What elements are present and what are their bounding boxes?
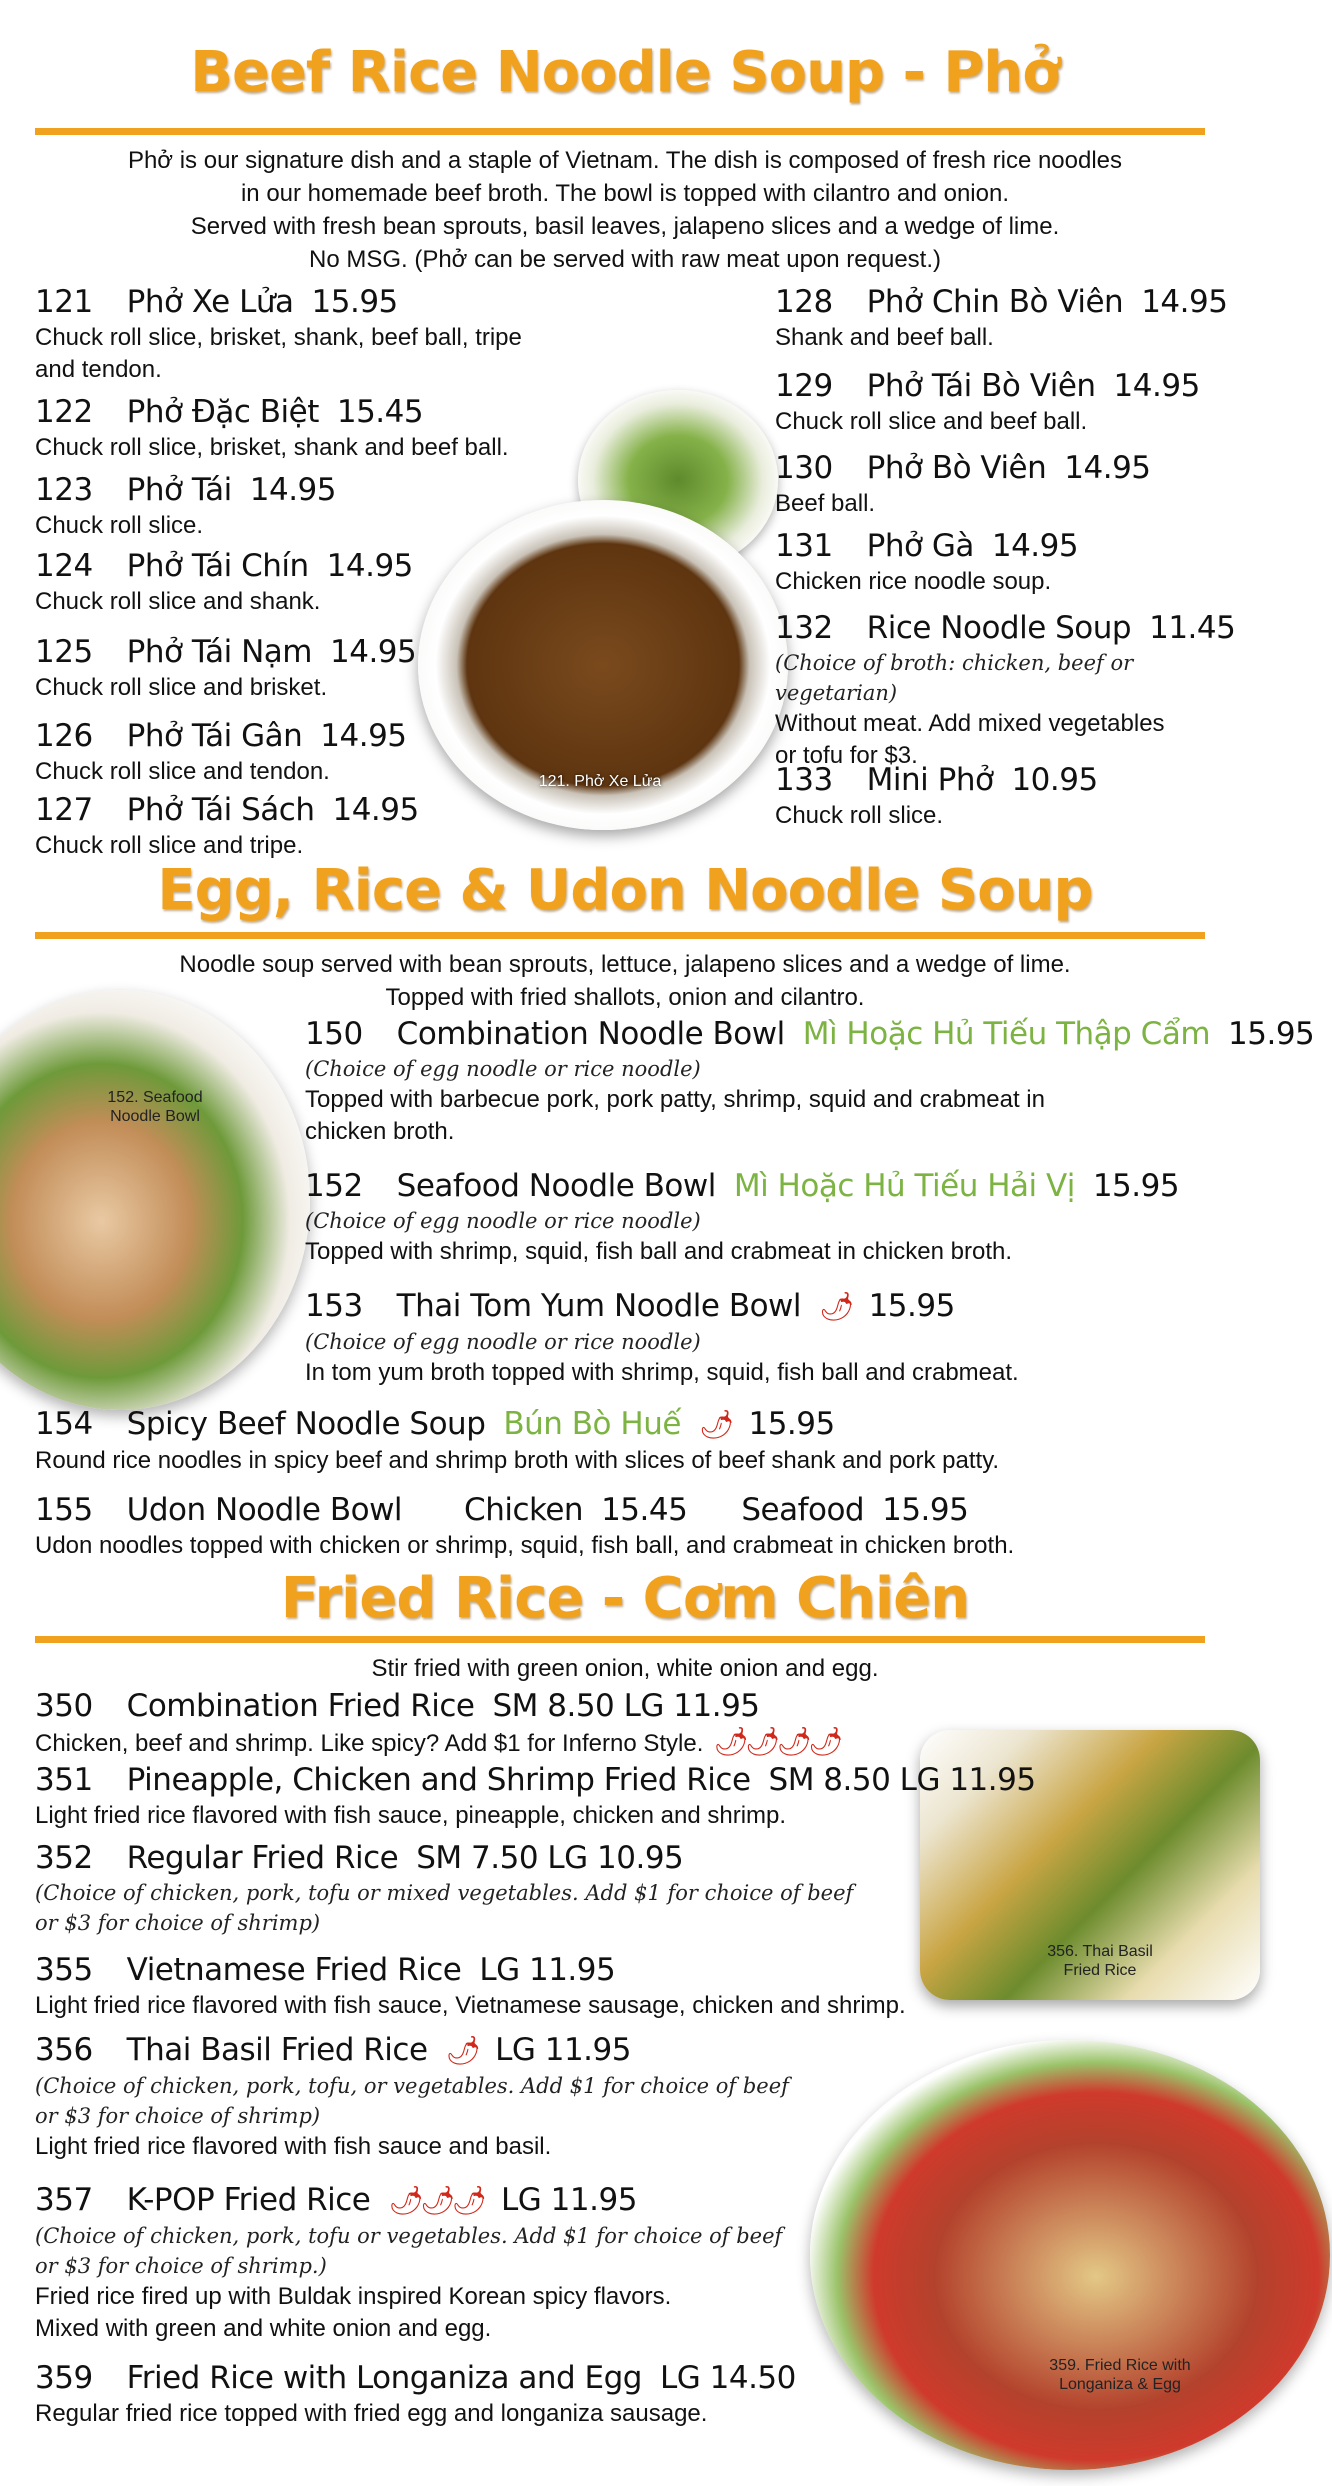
- item-price: LG 11.95: [479, 1952, 616, 1988]
- intro-line: in our homemade beef broth. The bowl is topped with cilantro and onion.: [240, 180, 1010, 207]
- section-divider: [35, 128, 1205, 135]
- note-line: (Choice of egg noodle or rice noodle): [305, 1330, 701, 1354]
- item-price: SM 7.50 LG 10.95: [416, 1840, 684, 1876]
- menu-item-150: [305, 1014, 1315, 1148]
- item-number: 155: [35, 1492, 93, 1528]
- item-description: chicken broth.: [305, 1118, 455, 1145]
- item-price: 15.45: [336, 394, 424, 430]
- item-number: 153: [305, 1288, 363, 1324]
- item-price: 11.45: [1149, 610, 1236, 646]
- menu-item-127: [35, 790, 595, 862]
- note-line: or $3 for choice of shrimp): [35, 1911, 321, 1935]
- item-number: 126: [35, 718, 93, 754]
- item-name: Combination Noodle Bowl: [396, 1016, 785, 1052]
- item-heading: [35, 716, 595, 756]
- item-number: 352: [35, 1840, 93, 1876]
- menu-item-357: [35, 2180, 1035, 2345]
- item-name: Phở Tái Nạm: [126, 634, 312, 670]
- item-name: Vietnamese Fried Rice: [126, 1952, 462, 1988]
- menu-item-132: [775, 608, 1245, 772]
- item-number: 122: [35, 394, 93, 430]
- item-number: 125: [35, 634, 93, 670]
- item-description: Shank and beef ball.: [775, 324, 994, 351]
- item-number: 133: [775, 762, 833, 798]
- item-heading: [35, 1686, 1035, 1726]
- item-vietnamese-name: Mì Hoặc Hủ Tiếu Thập Cẩm: [802, 1016, 1211, 1052]
- menu-item-125: [35, 632, 595, 704]
- menu-item-130: [775, 448, 1245, 520]
- chili-pepper-icon: 🌶: [819, 1290, 851, 1323]
- item-name: Pineapple, Chicken and Shrimp Fried Rice: [126, 1762, 751, 1798]
- item-price: 14.95: [332, 792, 419, 828]
- item-price: 15.95: [1228, 1016, 1315, 1052]
- seafood-bowl-photo: [0, 990, 310, 1410]
- item-number: 130: [775, 450, 833, 486]
- chili-pepper-icon: 🌶: [698, 1408, 731, 1441]
- item-description: Regular fried rice topped with fried egg and longaniza sausage.: [35, 2400, 708, 2427]
- note-line: or $3 for choice of shrimp.): [35, 2254, 327, 2278]
- item-number: 359: [35, 2360, 93, 2396]
- item-vietnamese-name: Mì Hoặc Hủ Tiếu Hải Vị: [733, 1168, 1075, 1204]
- section-title-noodle: Egg, Rice & Udon Noodle Soup: [157, 858, 1093, 923]
- item-description: In tom yum broth topped with shrimp, squid, fish ball and crabmeat.: [305, 1359, 1019, 1386]
- intro-line: Noodle soup served with bean sprouts, lettuce, jalapeno slices and a wedge of lime.: [179, 951, 1071, 978]
- chili-pepper-icon: 🌶: [445, 2034, 478, 2067]
- item-description: Chicken rice noodle soup.: [775, 568, 1052, 595]
- rice-intro: Stir fried with green onion, white onion and egg.: [371, 1655, 879, 1682]
- menu-item-356: [35, 2030, 1035, 2163]
- menu-item-121: [35, 282, 595, 386]
- menu-item-129: [775, 366, 1245, 438]
- item-description: Round rice noodles in spicy beef and shrimp broth with slices of beef shank and pork patty.: [35, 1447, 1000, 1474]
- item-number: 150: [305, 1016, 363, 1052]
- menu-item-126: [35, 716, 595, 788]
- item-heading: [305, 1166, 1225, 1206]
- item-name: Phở Đặc Biệt: [126, 394, 319, 430]
- photo-caption: 356. Thai Basil Fried Rice: [1047, 1943, 1153, 1979]
- item-name: Phở Tái Bò Viên: [866, 368, 1096, 404]
- item-description: Chuck roll slice.: [775, 802, 944, 829]
- item-heading: [775, 760, 1245, 800]
- item-description: Topped with shrimp, squid, fish ball and crabmeat in chicken broth.: [305, 1238, 1013, 1265]
- section-title-pho: Beef Rice Noodle Soup - Phở: [190, 40, 1060, 105]
- intro-line: Topped with fried shallots, onion and cilantro.: [385, 984, 865, 1011]
- item-option: Chicken: [464, 1492, 584, 1528]
- menu-item-359: [35, 2358, 1035, 2430]
- pho-intro: [20, 144, 1230, 276]
- item-choice-note: [35, 2221, 1035, 2281]
- item-price: 15.45: [601, 1492, 688, 1528]
- item-name: Phở Tái Chín: [126, 548, 309, 584]
- intro-line: Served with fresh bean sprouts, basil leaves, jalapeno slices and a wedge of lime.: [190, 213, 1060, 240]
- photo-caption: 359. Fried Rice with Longaniza & Egg: [1049, 2357, 1191, 2393]
- item-price: 14.95: [249, 472, 336, 508]
- photo-caption: 121. Phở Xe Lửa: [538, 773, 662, 790]
- item-price: LG 14.50: [659, 2360, 796, 2396]
- item-number: 154: [35, 1406, 93, 1442]
- item-number: 355: [35, 1952, 93, 1988]
- item-choice-note: [775, 648, 1245, 708]
- item-description: Without meat. Add mixed vegetables: [775, 710, 1165, 737]
- item-description: Mixed with green and white onion and egg.: [35, 2315, 492, 2342]
- chili-pepper-icon: 🌶🌶🌶🌶: [713, 1726, 840, 1757]
- menu-item-351: [35, 1760, 1035, 1832]
- noodle-intro: [20, 948, 1230, 1014]
- item-name: Phở Tái: [126, 472, 232, 508]
- section-divider: [35, 932, 1205, 939]
- item-name: Combination Fried Rice: [126, 1688, 475, 1724]
- menu-item-350: [35, 1686, 1035, 1760]
- item-price: 15.95: [1092, 1168, 1180, 1204]
- menu-item-131: [775, 526, 1245, 598]
- item-description: Fried rice fired up with Buldak inspired Korean spicy flavors.: [35, 2283, 672, 2310]
- item-price: 15.95: [311, 284, 398, 320]
- item-option: Seafood: [741, 1492, 865, 1528]
- item-number: 128: [775, 284, 833, 320]
- note-line: (Choice of chicken, pork, tofu or mixed vegetables. Add $1 for choice of beef: [35, 1881, 854, 1905]
- item-number: 152: [305, 1168, 363, 1204]
- item-description: Chuck roll slice and shank.: [35, 588, 321, 615]
- menu-item-128: [775, 282, 1245, 354]
- item-price: 14.95: [1113, 368, 1200, 404]
- item-price: 14.95: [330, 634, 417, 670]
- item-number: 121: [35, 284, 93, 320]
- item-description: Light fried rice flavored with fish sauce, Vietnamese sausage, chicken and shrimp.: [35, 1992, 906, 2019]
- item-price: 14.95: [326, 548, 413, 584]
- item-name: Rice Noodle Soup: [866, 610, 1132, 646]
- item-name: Spicy Beef Noodle Soup: [126, 1406, 486, 1442]
- item-description: Chuck roll slice, brisket, shank and beef ball.: [35, 434, 509, 461]
- item-heading: [35, 392, 595, 432]
- note-line: (Choice of broth: chicken, beef or vegetarian): [775, 651, 1134, 705]
- item-price: LG 11.95: [495, 2032, 631, 2068]
- description-text: Chicken, beef and shrimp. Like spicy? Add $1 for Inferno Style.: [35, 1730, 704, 1757]
- item-number: 351: [35, 1762, 93, 1798]
- chili-pepper-icon: 🌶🌶🌶: [388, 2184, 484, 2217]
- item-description: and tendon.: [35, 356, 162, 383]
- menu-item-122: [35, 392, 595, 464]
- note-line: (Choice of chicken, pork, tofu, or vegetables. Add $1 for choice of beef: [35, 2074, 789, 2098]
- intro-line: No MSG. (Phở can be served with raw meat upon request.): [308, 246, 941, 273]
- item-name: Phở Xe Lửa: [126, 284, 294, 320]
- item-price: SM 8.50 LG 11.95: [492, 1688, 760, 1724]
- item-description: Light fried rice flavored with fish sauce and basil.: [35, 2133, 552, 2160]
- item-heading: [35, 2180, 1035, 2221]
- item-number: 357: [35, 2182, 93, 2218]
- item-description: Udon noodles topped with chicken or shrimp, squid, fish ball, and crabmeat in chicken broth.: [35, 1532, 1015, 1559]
- item-heading: [35, 2030, 1035, 2071]
- item-description: Chuck roll slice and brisket.: [35, 674, 328, 701]
- item-choice-note: [35, 1878, 1035, 1938]
- item-heading: [35, 632, 595, 672]
- item-choice-note: [305, 1054, 1225, 1084]
- item-name: K-POP Fried Rice: [126, 2182, 371, 2218]
- item-number: 132: [775, 610, 833, 646]
- item-name: Phở Bò Viên: [866, 450, 1047, 486]
- item-description: [35, 1726, 1035, 1760]
- item-heading: [35, 790, 595, 830]
- item-number: 131: [775, 528, 833, 564]
- item-heading: [35, 470, 595, 510]
- item-heading: [775, 448, 1245, 488]
- item-description: Chuck roll slice and tripe.: [35, 832, 304, 859]
- item-price: 14.95: [320, 718, 407, 754]
- item-name: Mini Phở: [866, 762, 994, 798]
- item-description: Chuck roll slice.: [35, 512, 204, 539]
- item-name: Udon Noodle Bowl: [126, 1492, 403, 1528]
- item-price: 10.95: [1011, 762, 1098, 798]
- item-choice-note: [305, 1327, 1225, 1357]
- menu-item-352: [35, 1838, 1035, 1938]
- item-choice-note: [305, 1206, 1225, 1236]
- item-heading: [35, 1760, 1035, 1800]
- item-heading: [775, 608, 1245, 648]
- item-heading: [35, 546, 595, 586]
- note-line: or $3 for choice of shrimp): [35, 2104, 321, 2128]
- item-heading: [35, 1490, 1014, 1530]
- item-description: Chuck roll slice and tendon.: [35, 758, 330, 785]
- section-divider: [35, 1636, 1205, 1643]
- item-price: 14.95: [1141, 284, 1228, 320]
- item-description: Chuck roll slice, brisket, shank, beef ball, tripe: [35, 324, 522, 351]
- item-name: Phở Tái Gân: [126, 718, 303, 754]
- item-heading: [775, 366, 1245, 406]
- menu-item-154: [35, 1404, 1225, 1477]
- menu-item-124: [35, 546, 595, 618]
- item-heading: [35, 1838, 1035, 1878]
- menu-item-123: [35, 470, 595, 542]
- item-heading: [35, 2358, 1035, 2398]
- item-price: 15.95: [882, 1492, 969, 1528]
- section-title-rice: Fried Rice - Cơm Chiên: [280, 1566, 970, 1631]
- item-heading: [775, 526, 1245, 566]
- item-name: Phở Tái Sách: [126, 792, 315, 828]
- item-number: 356: [35, 2032, 93, 2068]
- item-description: Light fried rice flavored with fish sauce, pineapple, chicken and shrimp.: [35, 1802, 787, 1829]
- note-line: (Choice of egg noodle or rice noodle): [305, 1209, 701, 1233]
- note-line: (Choice of egg noodle or rice noodle): [305, 1057, 701, 1081]
- item-name: Phở Chin Bò Viên: [866, 284, 1124, 320]
- item-price: 15.95: [748, 1406, 835, 1442]
- intro-line: Phở is our signature dish and a staple of Vietnam. The dish is composed of fresh rice noodles: [127, 147, 1123, 174]
- photo-caption: 152. Seafood Noodle Bowl: [107, 1089, 203, 1125]
- item-heading: [305, 1014, 1315, 1054]
- item-description: Topped with barbecue pork, pork patty, shrimp, squid and crabmeat in: [305, 1086, 1045, 1113]
- item-price: LG 11.95: [501, 2182, 637, 2218]
- menu-item-153: [305, 1286, 1225, 1389]
- item-price: 14.95: [1064, 450, 1151, 486]
- item-number: 129: [775, 368, 833, 404]
- item-number: 123: [35, 472, 93, 508]
- item-description: Chuck roll slice and beef ball.: [775, 408, 1088, 435]
- item-number: 127: [35, 792, 93, 828]
- item-name: Thai Basil Fried Rice: [126, 2032, 428, 2068]
- item-name: Seafood Noodle Bowl: [396, 1168, 716, 1204]
- item-vietnamese-name: Bún Bò Huế: [503, 1406, 681, 1442]
- item-price: 15.95: [868, 1288, 955, 1324]
- item-number: 350: [35, 1688, 93, 1724]
- item-heading: [35, 282, 595, 322]
- menu-item-355: [35, 1950, 1035, 2022]
- item-heading: [35, 1404, 1225, 1445]
- menu-item-152: [305, 1166, 1225, 1268]
- item-name: Fried Rice with Longaniza and Egg: [126, 2360, 642, 2396]
- item-choice-note: [35, 2071, 1035, 2131]
- item-heading: [35, 1950, 1035, 1990]
- menu-item-133: [775, 760, 1245, 832]
- item-name: Phở Gà: [866, 528, 974, 564]
- item-price: SM 8.50 LG 11.95: [768, 1762, 1036, 1798]
- menu-item-155: [35, 1490, 1014, 1562]
- item-number: 124: [35, 548, 93, 584]
- item-description: Beef ball.: [775, 490, 876, 517]
- item-heading: [775, 282, 1245, 322]
- item-name: Thai Tom Yum Noodle Bowl: [396, 1288, 802, 1324]
- item-description: or tofu for $3.: [775, 742, 918, 769]
- item-name: Regular Fried Rice: [126, 1840, 399, 1876]
- item-price: 14.95: [991, 528, 1079, 564]
- item-heading: [305, 1286, 1225, 1327]
- note-line: (Choice of chicken, pork, tofu or vegetables. Add $1 for choice of beef: [35, 2224, 783, 2248]
